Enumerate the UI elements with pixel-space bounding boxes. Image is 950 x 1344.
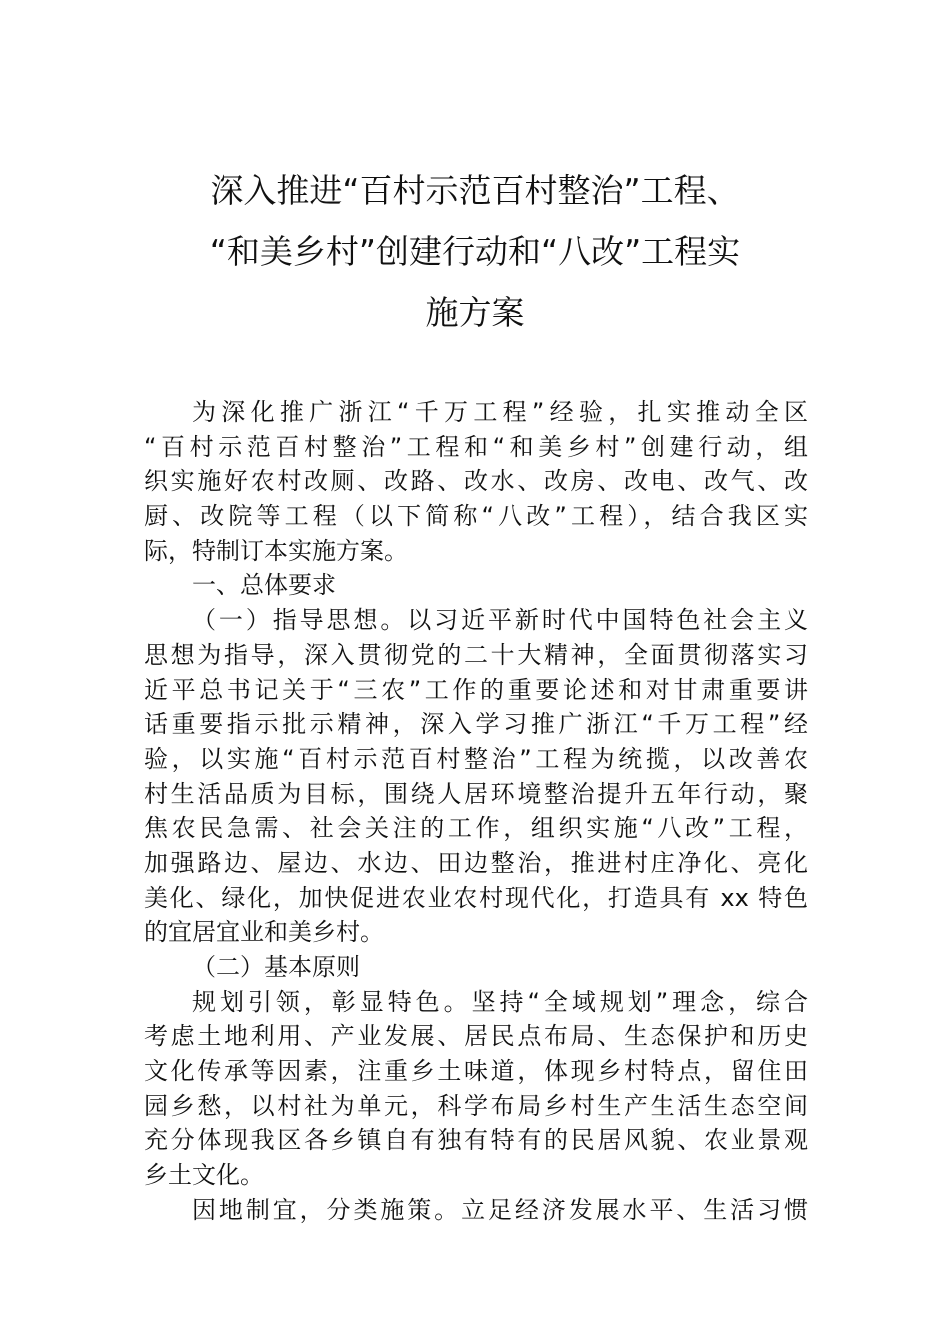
- text-line: 近平总书记关于“三农”工作的重要论述和对甘肃重要讲: [144, 675, 808, 704]
- text-line: 充分体现我区各乡镇自有独有特有的民居风貌、农业景观: [144, 1126, 808, 1155]
- text-line: 园乡愁，以村社为单元，科学布局乡村生产生活生态空间: [144, 1091, 808, 1120]
- text-line: 为深化推广浙江“千万工程”经验，扎实推动全区: [192, 398, 808, 426]
- guiding-ideology-paragraph: [144, 603, 808, 950]
- text-line: 规划引领，彰显特色。坚持“全域规划”理念，综合: [192, 987, 808, 1016]
- text-line: 加强路边、屋边、水边、田边整治，推进村庄净化、亮化: [144, 848, 808, 877]
- document-title: [140, 160, 810, 343]
- principle-paragraph: [144, 1193, 808, 1228]
- text-line: 验，以实施“百村示范百村整治”工程为统揽，以改善农: [144, 744, 808, 773]
- text-line: 村生活品质为目标，围绕人居环境整治提升五年行动，聚: [144, 779, 808, 808]
- text-line: 织实施好农村改厕、改路、改水、改房、改电、改气、改: [144, 467, 808, 496]
- text-line: 的宜居宜业和美乡村。: [144, 918, 384, 947]
- text-line: 话重要指示批示精神，深入学习推广浙江“千万工程”经: [144, 710, 808, 739]
- text-line: 焦农民急需、社会关注的工作，组织实施“八改”工程，: [144, 814, 808, 843]
- title-line: “和美乡村”创建行动和“八改”工程实: [209, 232, 741, 271]
- title-line: 深入推进“百村示范百村整治”工程、: [210, 171, 740, 210]
- section-heading: [144, 568, 808, 603]
- text-line: 文化传承等因素，注重乡土味道，体现乡村特点，留住田: [144, 1057, 808, 1086]
- principle-paragraph: [144, 985, 808, 1193]
- intro-paragraph: [144, 395, 808, 568]
- text-line: 因地制宜，分类施策。立足经济发展水平、生活习惯: [192, 1195, 808, 1224]
- text-line: 考虑土地利用、产业发展、居民点布局、生态保护和历史: [144, 1022, 808, 1051]
- text-line: （一）指导思想。以习近平新时代中国特色社会主义: [192, 606, 808, 635]
- title-line: 施方案: [425, 293, 525, 332]
- text-line: 思想为指导，深入贯彻党的二十大精神，全面贯彻落实习: [144, 640, 808, 669]
- heading-line: 一、总体要求: [192, 571, 336, 600]
- document-body: [144, 395, 808, 1228]
- subsection-heading: [144, 950, 808, 985]
- text-line: 厨、改院等工程（以下简称“八改”工程），结合我区实: [144, 502, 808, 531]
- text-line: 乡土文化。: [144, 1161, 264, 1190]
- text-line: “百村示范百村整治”工程和“和美乡村”创建行动，组: [144, 432, 808, 461]
- text-line: 际，特制订本实施方案。: [144, 536, 408, 565]
- heading-line: （二）基本原则: [192, 953, 360, 981]
- text-line: 美化、绿化，加快促进农业农村现代化，打造具有 xx 特色: [144, 883, 808, 912]
